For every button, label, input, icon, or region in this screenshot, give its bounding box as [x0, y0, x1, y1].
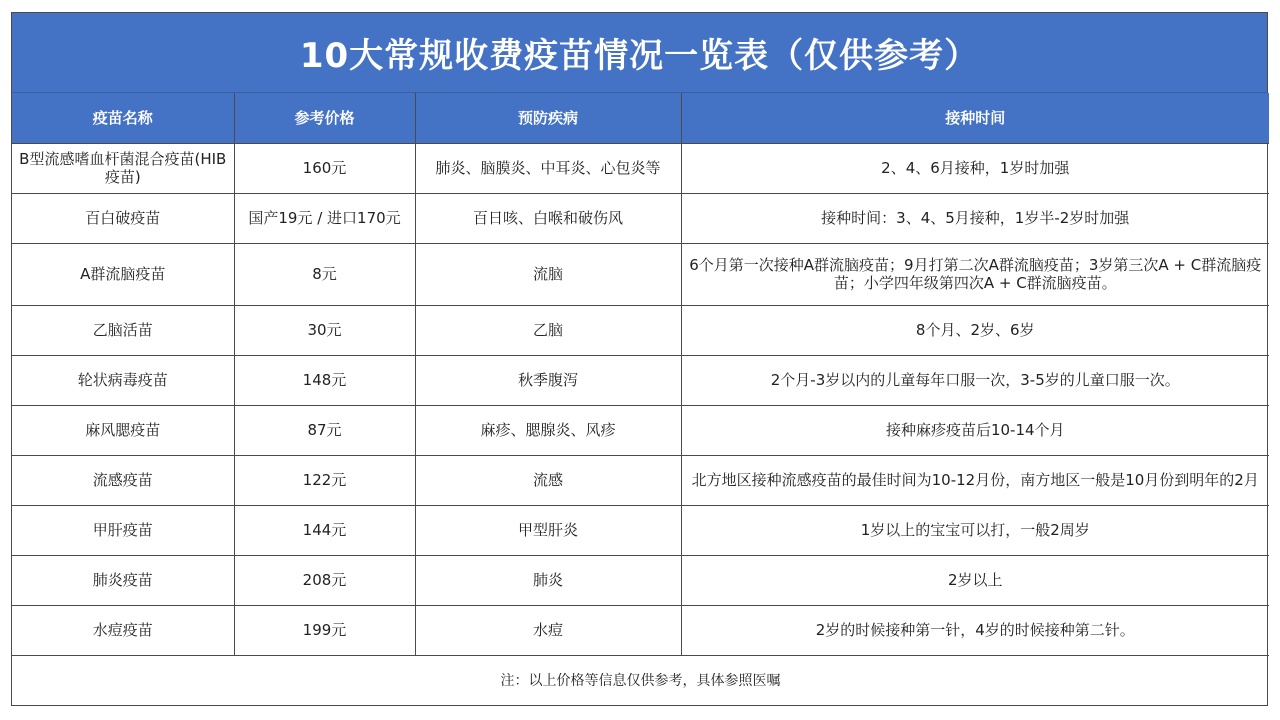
cell-vaccine-name: 乙脑活苗 [12, 305, 234, 355]
cell-disease: 肺炎 [415, 555, 681, 605]
cell-vaccine-name: 百白破疫苗 [12, 193, 234, 243]
cell-disease: 流脑 [415, 243, 681, 305]
table-row [12, 405, 1269, 455]
cell-vaccine-name: 流感疫苗 [12, 455, 234, 505]
cell-price: 30元 [234, 305, 415, 355]
cell-vaccine-name: B型流感嗜血杆菌混合疫苗(HIB疫苗) [12, 143, 234, 193]
cell-disease: 秋季腹泻 [415, 355, 681, 405]
cell-schedule: 2个月-3岁以内的儿童每年口服一次，3-5岁的儿童口服一次。 [681, 355, 1269, 405]
cell-price: 国产19元 / 进口170元 [234, 193, 415, 243]
cell-vaccine-name: A群流脑疫苗 [12, 243, 234, 305]
cell-disease: 百日咳、白喉和破伤风 [415, 193, 681, 243]
cell-schedule: 2岁的时候接种第一针，4岁的时候接种第二针。 [681, 605, 1269, 655]
header-vaccine-name: 疫苗名称 [12, 93, 234, 143]
table-note: 注：以上价格等信息仅供参考，具体参照医嘱 [12, 655, 1269, 706]
table-header-row [12, 93, 1269, 143]
header-disease: 预防疾病 [415, 93, 681, 143]
cell-price: 144元 [234, 505, 415, 555]
cell-schedule: 8个月、2岁、6岁 [681, 305, 1269, 355]
cell-price: 199元 [234, 605, 415, 655]
page-title: 10大常规收费疫苗情况一览表（仅供参考） [12, 13, 1267, 93]
table-row [12, 505, 1269, 555]
table-row [12, 305, 1269, 355]
cell-price: 208元 [234, 555, 415, 605]
cell-schedule: 6个月第一次接种A群流脑疫苗；9月打第二次A群流脑疫苗；3岁第三次A + C群流脑疫苗；小学四年级第四次A + C群流脑疫苗。 [681, 243, 1269, 305]
cell-disease: 麻疹、腮腺炎、风疹 [415, 405, 681, 455]
cell-disease: 甲型肝炎 [415, 505, 681, 555]
cell-schedule: 北方地区接种流感疫苗的最佳时间为10-12月份，南方地区一般是10月份到明年的2月 [681, 455, 1269, 505]
header-price: 参考价格 [234, 93, 415, 143]
cell-disease: 肺炎、脑膜炎、中耳炎、心包炎等 [415, 143, 681, 193]
table-row [12, 355, 1269, 405]
vaccine-table-sheet [11, 12, 1268, 706]
table-row [12, 605, 1269, 655]
cell-disease: 流感 [415, 455, 681, 505]
cell-schedule: 2、4、6月接种，1岁时加强 [681, 143, 1269, 193]
cell-price: 8元 [234, 243, 415, 305]
cell-vaccine-name: 轮状病毒疫苗 [12, 355, 234, 405]
cell-vaccine-name: 水痘疫苗 [12, 605, 234, 655]
table-row [12, 193, 1269, 243]
table-row [12, 143, 1269, 193]
cell-schedule: 接种时间：3、4、5月接种，1岁半-2岁时加强 [681, 193, 1269, 243]
cell-schedule: 2岁以上 [681, 555, 1269, 605]
table-row [12, 555, 1269, 605]
table-note-row [12, 655, 1269, 706]
cell-schedule: 接种麻疹疫苗后10-14个月 [681, 405, 1269, 455]
vaccine-table [12, 93, 1269, 706]
cell-price: 148元 [234, 355, 415, 405]
cell-price: 122元 [234, 455, 415, 505]
cell-disease: 水痘 [415, 605, 681, 655]
header-schedule: 接种时间 [681, 93, 1269, 143]
cell-price: 87元 [234, 405, 415, 455]
cell-vaccine-name: 麻风腮疫苗 [12, 405, 234, 455]
cell-vaccine-name: 甲肝疫苗 [12, 505, 234, 555]
cell-schedule: 1岁以上的宝宝可以打，一般2周岁 [681, 505, 1269, 555]
cell-disease: 乙脑 [415, 305, 681, 355]
table-row [12, 455, 1269, 505]
table-row [12, 243, 1269, 305]
cell-vaccine-name: 肺炎疫苗 [12, 555, 234, 605]
cell-price: 160元 [234, 143, 415, 193]
